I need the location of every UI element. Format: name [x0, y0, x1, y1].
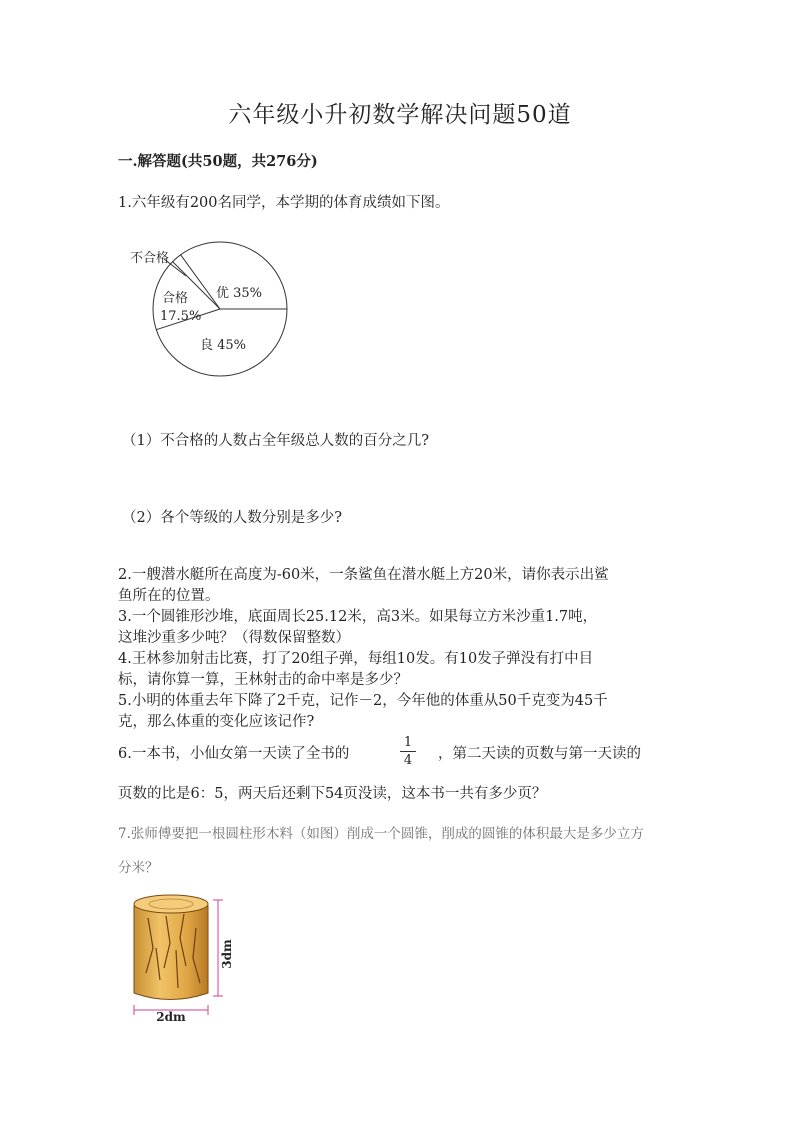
label-pass-pct: 17.5% — [160, 309, 202, 324]
question-2-line-2: 鱼所在的位置。 — [118, 588, 220, 604]
cylinder-body — [134, 906, 208, 1000]
fraction-bar — [400, 751, 416, 752]
label-pass: 合格 — [162, 291, 189, 306]
question-3-line-2: 这堆沙重多少吨？（得数保留整数） — [118, 630, 350, 646]
pie-chart — [120, 238, 300, 388]
question-5: 5.小明的体重去年下降了2千克，记作－2，今年他的体重从50千克变为45千 — [118, 693, 608, 709]
question-1: 1.六年级有200名同学，本学期的体育成绩如下图。 — [118, 195, 450, 211]
section-heading: 一.解答题(共50题，共276分) — [118, 153, 318, 170]
fraction-denominator: 4 — [403, 753, 413, 768]
label-not-pass: 不合格 — [130, 251, 170, 266]
cylinder-top — [134, 895, 208, 913]
question-1-sub-1: （1）不合格的人数占全年级总人数的百分之几? — [122, 433, 429, 449]
diameter-label: 2dm — [156, 1010, 186, 1023]
question-4: 4.王林参加射击比赛，打了20组子弹，每组10发。有10发子弹没有打中目 — [118, 651, 594, 667]
question-6-line-2: 页数的比是6：5，两天后还剩下54页没读，这本书一共有多少页？ — [118, 786, 547, 802]
question-6-cont: ，第二天读的页数与第一天读的 — [438, 746, 641, 762]
question-1-sub-2: （2）各个等级的人数分别是多少? — [122, 510, 342, 526]
question-3: 3.一个圆锥形沙堆，底面周长25.12米，高3米。如果每立方米沙重1.7吨， — [118, 609, 598, 625]
question-6: 6.一本书，小仙女第一天读了全书的 — [118, 746, 350, 762]
question-5-line-2: 克，那么体重的变化应该记作? — [118, 714, 315, 730]
label-good: 良 45% — [200, 338, 247, 353]
page-title: 六年级小升初数学解决问题50道 — [228, 102, 572, 128]
label-excellent: 优 35% — [216, 286, 263, 301]
question-7: 7.张师傅要把一根圆柱形木料（如图）削成一个圆锥，削成的圆锥的体积最大是多少立方 — [118, 826, 644, 842]
wood-cylinder-figure — [120, 888, 240, 1023]
height-label: 3dm — [220, 939, 234, 969]
fraction-numerator: 1 — [403, 735, 413, 750]
fraction — [399, 735, 417, 768]
question-7-line-2: 分米？ — [118, 860, 159, 876]
question-4-line-2: 标，请你算一算，王林射击的命中率是多少？ — [118, 672, 408, 688]
question-2: 2.一艘潜水艇所在高度为-60米，一条鲨鱼在潜水艇上方20米，请你表示出鲨 — [118, 567, 609, 583]
